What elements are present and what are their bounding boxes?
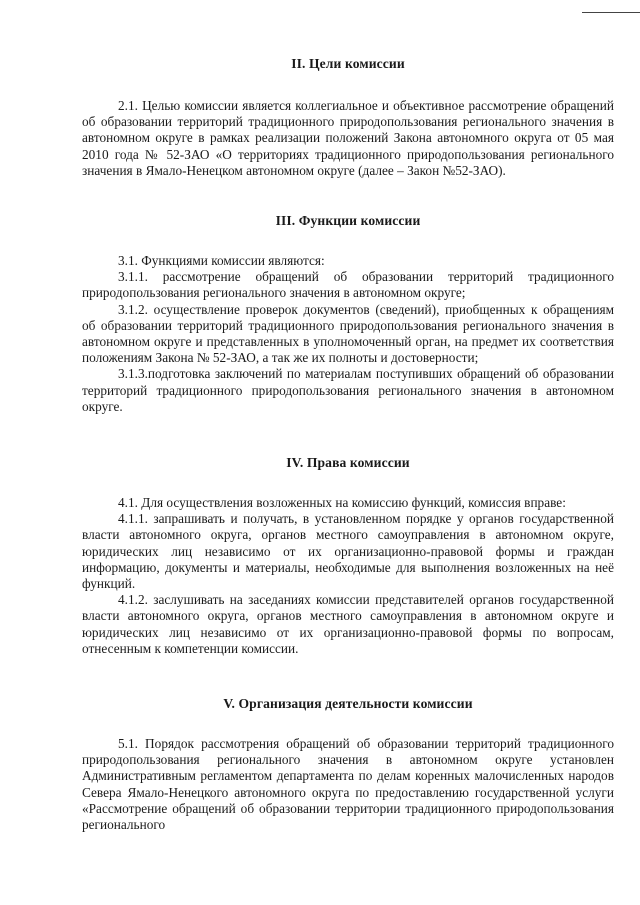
paragraph: 3.1. Функциями комиссии являются:	[118, 253, 325, 268]
paragraph: 5.1. Порядок рассмотрения обращений об образовании территорий традиционного природопользования регионального значения в автономном округе установлен Административным регламентом департамента по делам коренных малочисленных народов Севера Ямало-Ненецкого автономного округа по предоставлению государственной услуги «Рассмотрение обращений об образовании территории традиционного природопользования регионального	[82, 736, 614, 833]
section-heading: IV. Права комиссии	[286, 455, 410, 470]
paragraph: 3.1.1. рассмотрение обращений об образовании территорий традиционного природопользования регионального значения в автономном округе;	[82, 269, 614, 301]
paragraph: 3.1.3.подготовка заключений по материалам поступивших обращений об образовании территорий традиционного природопользования регионального значения в автономном округе.	[82, 366, 614, 414]
section-heading: V. Организация деятельности комиссии	[223, 696, 473, 711]
section-heading: II. Цели комиссии	[291, 56, 405, 71]
paragraph: 4.1. Для осуществления возложенных на комиссию функций, комиссия вправе:	[118, 495, 566, 510]
paragraph: 2.1. Целью комиссии является коллегиальное и объективное рассмотрение обращений об образовании территорий традиционного природопользования регионального значения в автономном округе в рамках реализации положений Закона автономного округа от 05 мая 2010 года № 52-ЗАО «О территориях традиционного природопользования регионального значения в Ямало-Ненецком автономном округе (далее – Закон №52-ЗАО).	[82, 98, 614, 178]
scan-edge-mark	[582, 12, 640, 13]
paragraph: 3.1.2. осуществление проверок документов (сведений), приобщенных к обращениям об образовании территорий традиционного природопользования регионального значения в автономном округе и представленных в уполномоченный орган, на предмет их соответствия положениям Закона № 52-ЗАО, а так же их полноты и достоверности;	[82, 301, 614, 366]
paragraph: 4.1.1. запрашивать и получать, в установленном порядке у органов государственной власти автономного округа, органов местного самоуправления в автономном округе, юридических лиц независимо от их организационно-правовой формы и граждан информацию, документы и материалы, необходимые для выполнения возложенных на неё функций.	[82, 511, 614, 592]
section-heading: III. Функции комиссии	[275, 213, 421, 228]
section-functions	[82, 213, 614, 415]
paragraph: 4.1.2. заслушивать на заседаниях комиссии представителей органов государственной власти автономного округа, органов местного самоуправления в автономном округе и юридических лиц независимо от их организационно-правовой формы по вопросам, отнесенным к компетенции комиссии.	[82, 592, 614, 656]
section-rights	[82, 455, 614, 657]
section-organization	[82, 696, 614, 833]
section-goals	[82, 56, 614, 179]
